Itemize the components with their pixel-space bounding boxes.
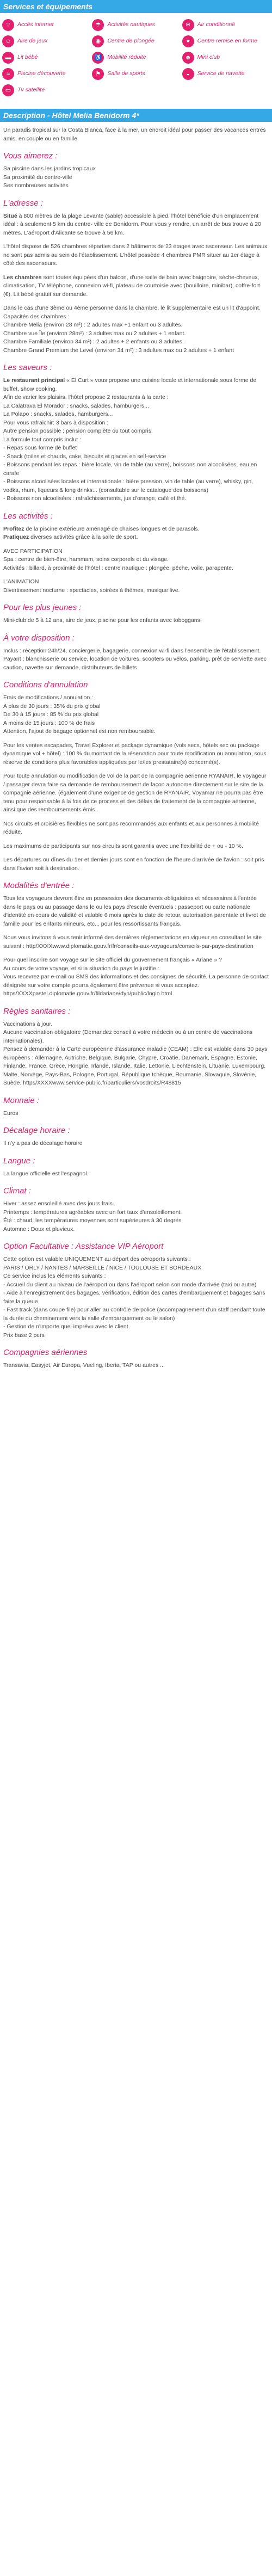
plus-jeunes-paragraph: Mini-club de 5 à 12 ans, aire de jeux, piscine pour les enfants avec toboggans. [3, 617, 202, 624]
annulation-paragraph: Pour toute annulation ou modification de vol de la part de la compagnie aérienne RYANAIR, le voyageur / passager devra faire sa demande de remboursement de façon autonome directement sur le site de la compagnie aérienne. (également d'une exigence de gestion de RYANAIR, Voyamar ne pourra pas être tenu pour responsable à la fois de ce process et des délais de traitement de la compagnie aérienne, ainsi que des remboursements émis. [3, 773, 267, 813]
section-title-saveurs: Les saveurs : [3, 363, 52, 372]
section-title-langue: Langue : [3, 1156, 35, 1166]
vous-aimerez-line: Ses nombreuses activités [3, 182, 69, 189]
vous-aimerez-line: Sa piscine dans les jardins tropicaux [3, 165, 96, 172]
compagnies-value: Transavia, Easyjet, Air Europa, Vueling, Iberia, TAP ou autres ... [3, 1362, 165, 1369]
saveurs-line: Autre pension possible : pension complète ou tout compris. [3, 428, 153, 434]
activites-paragraph: Profitez de la piscine extérieure aménagé de chaises longues et de parasols. Pratiquez diverses activités grâce à la salle de sport. [3, 525, 200, 540]
section-title-decalage: Décalage horaire : [3, 1126, 70, 1135]
amenity-item [2, 19, 92, 32]
section-title-plus-jeunes: Pour les plus jeunes : [3, 603, 82, 612]
wifi-icon: ⌔ [2, 19, 14, 31]
option-vip-list: Cette option est valable UNIQUEMENT au départ des aéroports suivants : PARIS / ORLY / NANTES / MARSEILLE / NICE / TOULOUSE ET BORDEAUX Ce service inclus les éléments suivants : - Accueil du client au niveau de l'aéroport ou dans l'aéroport selon son mode d'arrivée (taxi ou autre) - Aide à l'enregistrement des bagages, vérification, édition des cartes d'embarquement et bagages sans faire la queue - Fast track (dans coupe file) pour aller au contrôle de police (accompagnement d'un staff pendant toute la durée du cheminement vers la salle d'embarquement ou le salon) - Gestion de n'importe quel imprévu avec le client Prix base 2 pers [3, 1256, 265, 1339]
amenity-label: Activités nautiques [107, 21, 155, 28]
adresse-paragraph: L'hôtel dispose de 526 chambres réparties dans 2 bâtiments de 23 étages avec ascenseur. Les animaux ne sont pas admis au sein de l'établissement. L'hôtel possède 4 chambres PMR situer au 1er étage à côté des ascenseurs. [3, 243, 268, 267]
fitness-icon: ♥ [182, 35, 194, 47]
saveurs-line: - Repas sous forme de buffet [3, 445, 77, 451]
section-title-climat: Climat : [3, 1186, 31, 1195]
amenity-item [92, 51, 182, 64]
amenity-item [182, 51, 272, 64]
section-title-activites: Les activités : [3, 511, 53, 521]
amenity-item [92, 19, 182, 32]
annulation-paragraph: Les maximums de participants sur nos circuits sont garantis avec une flexibilité de + ou - 10 %. [3, 842, 243, 849]
amenity-label: Accès internet [17, 21, 54, 28]
amenity-item [2, 35, 92, 48]
amenity-item [182, 19, 272, 32]
amenity-item [2, 84, 92, 97]
vous-aimerez-list [3, 165, 269, 190]
saveurs-line: - Boissons non alcoolisées : rafraîchissements, jus d'orange, café et thé. [3, 495, 187, 502]
intro-text: Un paradis tropical sur la Costa Blanca, face à la mer, un endroit idéal pour passer des vacances entres amis, en couple ou en famille. [3, 127, 266, 142]
section-title-sanitaires: Règles sanitaires : [3, 1006, 71, 1016]
capacity-line: Chambre Grand Premium the Level (environ 34 m²) : 3 adultes max ou 2 adultes + 1 enfant [3, 347, 234, 354]
room-service-icon: ◒ [182, 68, 194, 80]
section-title-annulation: Conditions d'annulation [3, 680, 88, 689]
amenity-label: Salle de sports [107, 70, 145, 77]
amenity-label: Piscine découverte [17, 70, 66, 77]
saveurs-line: La Polapo : snacks, salades, hamburgers... [3, 411, 113, 417]
modalites-paragraph: Tous les voyageurs devront être en possession des documents obligatoires et nécessaires à l'entrée dans le pays ou au passage dans le ou les pays d'escale éventuels : passeport ou carte nationale d'identité en cours de validité et valable 6 mois après la date de retour, autorisation parentale et livret de famille pour les enfants mineurs, etc... pour les ressortissants français. [3, 895, 266, 927]
saveurs-line: - Boissons pendant les repas : bière locale, vin de table (au verre), boissons non alcoolisées, eau en carafe [3, 461, 257, 477]
baby-bed-icon: ▬ [2, 52, 14, 64]
description-content [0, 122, 272, 1386]
annulation-paragraph: Nos circuits et croisières flexibles ne sont pas recommandés aux enfants et aux personnes à mobilité réduite. [3, 820, 259, 835]
amenity-label: Tv satellite [17, 87, 45, 94]
modalites-paragraph: Pour quel inscrire son voyage sur le site officiel du gouvernement français « Ariane » ? Au cours de votre voyage, et si la situation du pays le justifie : Vous recevrez par e-mail ou SMS des informations et des consignes de sécurité. La personne de contact désignée sur votre compte pourra également être prévenue si vous acceptez. https/XXXXpastel.diplomatie.gouv.fr/fildariane/dyn/public/login.html [3, 957, 269, 997]
amenity-label: Centre remise en forme [197, 38, 257, 45]
section-title-monnaie: Monnaie : [3, 1095, 39, 1105]
saveurs-line: - Snack (toiles et chauds, cake, biscuits et glaces en self-service [3, 453, 166, 460]
annulation-paragraph: Les départures ou dînes du 1er et dernier jours sont en fonction de l'heure d'arrivée de l'avion : soit pris dans l'avion soit à destination. [3, 856, 264, 872]
sanitaires-paragraph: Vaccinations à jour. Aucune vaccination obligatoire (Demandez conseil à votre médecin ou à un centre de vaccinations internationales). Pensez à demander à la Carte européenne d'assurance maladie (CEAM) : Elle est valable dans 30 pays européens : Allemagne, Autriche, Belgique, Bulgarie, Chypre, Croatie, Danemark, Espagne, Estonie, Finlande, France, Grèce, Hongrie, Irlande, Islande, Italie, Lettonie, Liechtenstein, Lituanie, Luxembourg, Malte, Norvège, Pays-Bas, Pologne, Portugal, République tchèque, Roumanie, Slovaquie, Slovénie, Suède. https/XXXXwww.service-public.fr/particuliers/vosdroits/R48815 [3, 1020, 268, 1086]
amenity-item [2, 51, 92, 64]
saveurs-line: - Boissons alcoolisées locales et internationale : bière pression, vin de table (au verre), whisky, gin, vodka, rhum, liqueurs & long drinks... (consultable sur le catalogue des boissons) [3, 478, 254, 494]
amenity-label: Centre de plongée [107, 38, 154, 45]
adresse-paragraph: Situé à 800 mètres de la plage Levante (sable) accessible à pied. l'hôtel bénéficie d'un emplacement idéal : à seulement 5 km du centre- ville de Benidorm. Pour vous y rendre, un arrêt de bus trouve à 20 mètres. L'aéroport d'Alicante se trouve à 56 km. [3, 212, 261, 236]
saveurs-line: Pour vous rafraichir: 3 bars à disposition : [3, 419, 109, 426]
vous-aimerez-line: Sa proximité du centre-ville [3, 174, 72, 181]
saveurs-line: La formule tout compris inclut : [3, 436, 81, 443]
capacity-line: Chambre vue Île (environ 28m²) : 3 adultes max ou 2 adultes + 1 enfant. [3, 330, 186, 337]
activites-line: Spa : centre de bien-être, hammam, soins corporels et du visage. [3, 556, 169, 563]
section-title-vous-aimerez: Vous aimerez : [3, 151, 58, 161]
snowflake-icon: ❄ [182, 19, 194, 31]
amenity-item [2, 67, 92, 81]
animation-paragraph: L'ANIMATION Divertissement nocturne : spectacles, soirées à thèmes, musique live. [3, 578, 180, 594]
annulation-list: Frais de modifications / annulation : A plus de 30 jours : 35% du prix global De 30 à 15 jours : 85 % du prix global A moins de 15 jours : 100 % de frais Attention, l'ajout de bagage optionnel est non remboursable. [3, 694, 156, 735]
saveurs-line: La Calatrava El Morador : snacks, salades, hamburgers... [3, 402, 149, 409]
pool-icon: ≈ [2, 68, 14, 80]
activites-line: Activités : billard, à proximité de l'hôtel : centre nautique : plongée, pêche, voile, parapente. [3, 564, 233, 571]
section-title-modalites: Modalités d'entrée : [3, 881, 75, 890]
amenity-item [92, 35, 182, 48]
amenity-label: Mobilité réduite [107, 54, 146, 61]
section-title-a-disposition: À votre disposition : [3, 633, 75, 643]
langue-value: La langue officielle est l'espagnol. [3, 1170, 89, 1177]
amenities-grid [0, 13, 272, 101]
sun-umbrella-icon: ☂ [92, 19, 104, 31]
amenity-label: Lit bébé [17, 54, 38, 61]
amenity-item [182, 35, 272, 48]
playground-icon: ☺ [2, 35, 14, 47]
activites-payant: AVEC PARTICIPATION Spa : centre de bien-être, hammam, soins corporels et du visage. Activités : billard, à proximité de l'hôtel : centre nautique : plongée, pêche, voile, parapente. [3, 547, 233, 571]
capacity-line: Chambre Melia (environ 28 m²) : 2 adultes max +1 enfant ou 3 adultes. [3, 322, 183, 328]
description-header: Description - Hôtel Melia Benidorm 4* [0, 109, 272, 122]
amenity-item [182, 67, 272, 81]
annulation-paragraph: Pour les ventes escapades, Travel Explorer et package dynamique (vols secs, hôtels sec ou package dynamique vol + hôtel) : 100 % du montant de la réservation pour toute modification ou annulation, sous réserve de conditions plus favorables appliquées par le/les prestataire(s) concerné(s). [3, 742, 267, 766]
a-disposition-paragraph: Inclus : réception 24h/24, conciergerie, bagagerie, connexion wi-fi dans l'ensemble de l'établissement. Payant : blanchisserie ou service, location de voitures, scooters ou vélos, parking, prêt de serviette avec caution, navette sur demande, distributeurs de billets. [3, 647, 267, 671]
chambres-paragraph: Les chambres sont toutes équipées d'un balcon, d'une salle de bain avec baignoire, sèche-cheveux, climatisation, TV téléphone, connexion wi-fi, plateau de courtoisie avec (bouilloire, minibar), coffre-fort (€). Lit bébé gratuit sur demande. [3, 274, 260, 298]
decalage-value: Il n'y a pas de décalage horaire [3, 1140, 83, 1147]
amenity-label: Service de navette [197, 70, 245, 77]
sports-hall-icon: ⚑ [92, 68, 104, 80]
section-title-compagnies: Compagnies aériennes [3, 1348, 88, 1357]
wheelchair-icon: ♿ [92, 52, 104, 64]
services-header: Services et équipements [0, 0, 272, 13]
tv-icon: ▭ [2, 84, 14, 96]
amenity-label: Air conditionné [197, 21, 236, 28]
climat-list: Hiver : assez ensoleillé avec des jours frais. Printemps : températures agréables avec un fort taux d'ensoleillement. Été : chaud, les températures moyennes sont supérieures à 30 degrés Automne : Doux et pluvieux. [3, 1200, 182, 1232]
amenity-label: Mini club [197, 54, 220, 61]
section-title-option-vip: Option Facultative : Assistance VIP Aéroport [3, 1242, 164, 1251]
section-title-adresse: L'adresse : [3, 198, 43, 208]
amenity-item [92, 67, 182, 81]
saveurs-paragraph: Le restaurant principal « El Curt » vous propose une cuisine locale et internationale sous forme de buffet, show cooking. Afin de varier les plaisirs, l'hôtel propose 2 restaurants à la carte : La Calatrava El Morador : snacks, salades, hamburgers... La Polapo : snacks, salades, hamburgers... Pour vous rafraichir: 3 bars à disposition : Autre pension possible : pension complète ou tout compris. La formule tout compris inclut : - Repas sous forme de buffet - Snack (toiles et chauds, cake, biscuits et glaces en self-service - Boissons pendant les repas : bière locale, vin de table (au verre), boissons non alcoolisées, eau en carafe - Boissons alcoolisées locales et internationale : bière pression, vin de table (au verre), whisky, gin, vodka, rhum, liqueurs & long drinks... (consultable sur le catalogue des boissons) - Boissons non alcoolisées : rafraîchissements, jus d'orange, café et thé. [3, 377, 257, 502]
monnaie-value: Euros [3, 1110, 18, 1117]
mini-club-icon: ☻ [182, 52, 194, 64]
modalites-paragraph: Nous vous invitons à vous tenir informé des dernières réglementations en vigueur en consultant le site suivant : http/XXXXwww.diplomatie.gouv.fr/fr/conseils-aux-voyageurs/conseils-par-pays-destination [3, 934, 262, 950]
capacity-line: Chambre Familiale (environ 34 m²) : 2 adultes + 2 enfants ou 3 adultes. [3, 338, 184, 345]
chambres-paragraph: Dans le cas d'une 3ème ou 4ème personne dans la chambre, le lit supplémentaire est un lit d'appoint. Capacités des chambres : Chambre Melia (environ 28 m²) : 2 adultes max +1 enfant ou 3 adultes. Chambre vue Île (environ 28m²) : 3 adultes max ou 2 adultes + 1 enfant. Chambre Familiale (environ 34 m²) : 2 adultes + 2 enfants ou 3 adultes. Chambre Grand Premium the Level (environ 34 m²) : 3 adultes max ou 2 adultes + 1 enfant [3, 305, 261, 354]
diving-icon: ◉ [92, 35, 104, 47]
amenity-label: Aire de jeux [17, 38, 48, 45]
